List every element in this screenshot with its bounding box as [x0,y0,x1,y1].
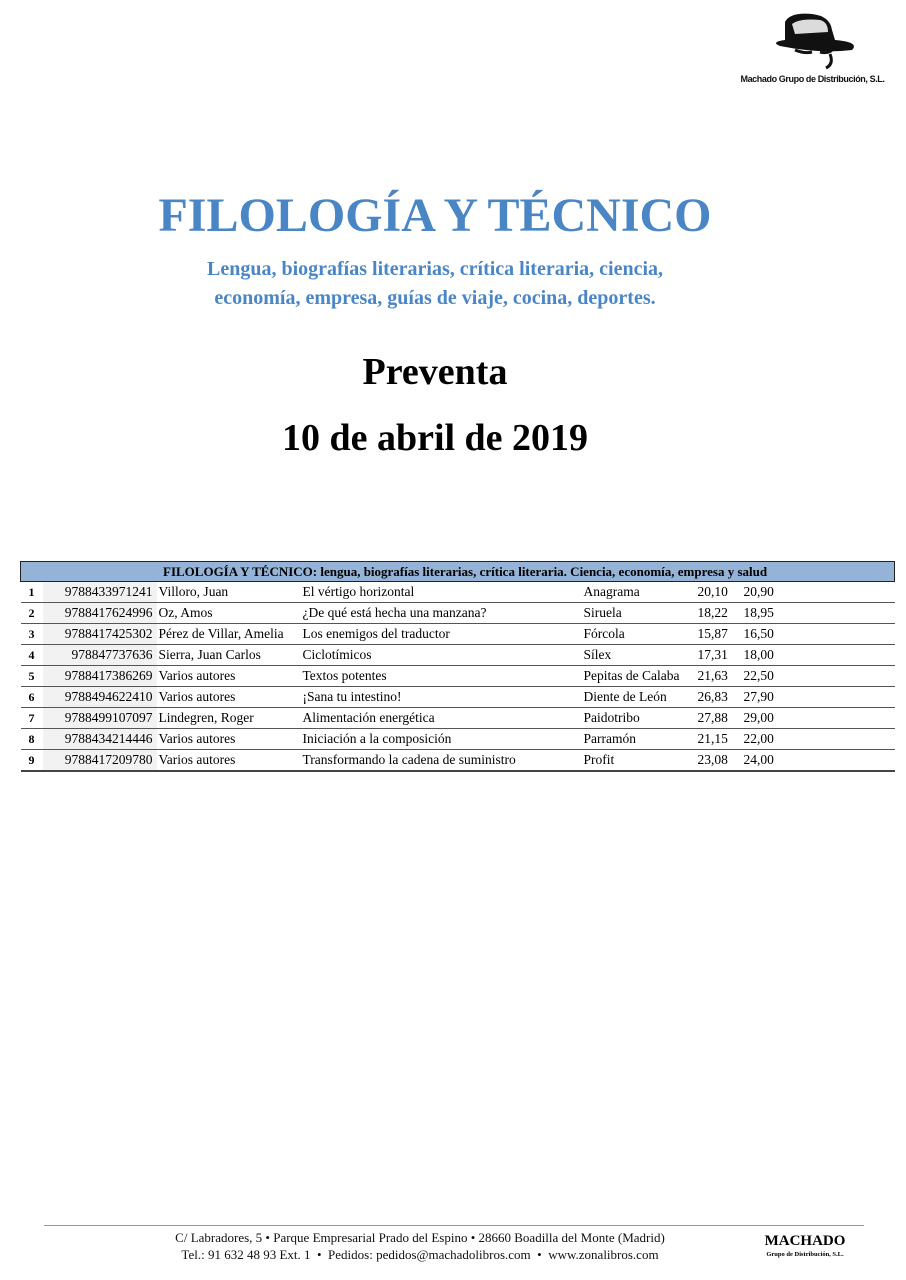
author-cell: Oz, Amos [157,603,301,624]
isbn-cell: 978847737636 [43,645,157,666]
book-table [20,561,895,772]
hat-man-logo-icon [740,10,885,74]
table-header: FILOLOGÍA Y TÉCNICO: lengua, biografías literarias, crítica literaria. Ciencia, economía, empresa y salud [21,562,895,582]
footer-contact: Tel.: 91 632 48 93 Ext. 1 • Pedidos: pedidos@machadolibros.com • www.zonalibros.com [181,1247,659,1262]
price-with-tax-cell: 27,90 [742,687,895,708]
publisher-cell: Anagrama [582,582,696,603]
isbn-cell: 9788494622410 [43,687,157,708]
price-cell: 17,31 [696,645,742,666]
author-cell: Sierra, Juan Carlos [157,645,301,666]
presale-date: 10 de abril de 2019 [281,417,589,459]
publisher-cell: Paidotribo [582,708,696,729]
row-number: 9 [21,750,43,772]
table-row [21,582,895,603]
table-row [21,729,895,750]
title-cell: ¡Sana tu intestino! [301,687,582,708]
isbn-cell: 9788417624996 [43,603,157,624]
publisher-cell: Pepitas de Calaba [582,666,696,687]
row-number: 3 [21,624,43,645]
company-logo [740,10,885,92]
subtitle-line-1: Lengua, biografías literarias, crítica literaria, ciencia, [207,258,663,280]
price-with-tax-cell: 29,00 [742,708,895,729]
footer-divider [44,1225,864,1226]
table-row [21,750,895,772]
isbn-cell: 9788499107097 [43,708,157,729]
row-number: 6 [21,687,43,708]
title-cell: Textos potentes [301,666,582,687]
price-cell: 27,88 [696,708,742,729]
publisher-cell: Siruela [582,603,696,624]
title-cell: Transformando la cadena de suministro [301,750,582,772]
author-cell: Varios autores [157,729,301,750]
price-cell: 23,08 [696,750,742,772]
isbn-cell: 9788417425302 [43,624,157,645]
price-cell: 15,87 [696,624,742,645]
isbn-cell: 9788434214446 [43,729,157,750]
title-cell: ¿De qué está hecha una manzana? [301,603,582,624]
author-cell: Villoro, Juan [157,582,301,603]
subtitle-line-2: economía, empresa, guías de viaje, cocina, deportes. [214,287,656,309]
isbn-cell: 9788417209780 [43,750,157,772]
row-number: 8 [21,729,43,750]
isbn-cell: 9788433971241 [43,582,157,603]
title-cell: Ciclotímicos [301,645,582,666]
row-number: 7 [21,708,43,729]
footer-address: C/ Labradores, 5 • Parque Empresarial Prado del Espino • 28660 Boadilla del Monte (Madrid) [175,1230,665,1245]
author-cell: Varios autores [157,750,301,772]
publisher-cell: Sílex [582,645,696,666]
publisher-cell: Profit [582,750,696,772]
table-row [21,624,895,645]
title-cell: Iniciación a la composición [301,729,582,750]
price-with-tax-cell: 22,00 [742,729,895,750]
publisher-cell: Diente de León [582,687,696,708]
price-with-tax-cell: 24,00 [742,750,895,772]
price-with-tax-cell: 16,50 [742,624,895,645]
footer-brand-sub: Grupo de Distribución, S.L. [766,1251,844,1258]
page-title: FILOLOGÍA Y TÉCNICO [158,189,712,242]
title-cell: Los enemigos del traductor [301,624,582,645]
row-number: 5 [21,666,43,687]
row-number: 4 [21,645,43,666]
author-cell: Varios autores [157,687,301,708]
price-cell: 20,10 [696,582,742,603]
title-cell: El vértigo horizontal [301,582,582,603]
footer-brand: MACHADO [764,1233,846,1249]
price-cell: 18,22 [696,603,742,624]
table-row [21,645,895,666]
price-cell: 26,83 [696,687,742,708]
table-row [21,708,895,729]
price-cell: 21,63 [696,666,742,687]
price-with-tax-cell: 22,50 [742,666,895,687]
table-row [21,687,895,708]
price-with-tax-cell: 18,95 [742,603,895,624]
logo-text: Machado Grupo de Distribución, S.L. [740,74,885,84]
price-with-tax-cell: 20,90 [742,582,895,603]
author-cell: Varios autores [157,666,301,687]
price-with-tax-cell: 18,00 [742,645,895,666]
table-row [21,603,895,624]
presale-label: Preventa [362,351,508,393]
author-cell: Pérez de Villar, Amelia [157,624,301,645]
publisher-cell: Fórcola [582,624,696,645]
table-row [21,666,895,687]
title-cell: Alimentación energética [301,708,582,729]
row-number: 1 [21,582,43,603]
author-cell: Lindegren, Roger [157,708,301,729]
row-number: 2 [21,603,43,624]
isbn-cell: 9788417386269 [43,666,157,687]
price-cell: 21,15 [696,729,742,750]
publisher-cell: Parramón [582,729,696,750]
